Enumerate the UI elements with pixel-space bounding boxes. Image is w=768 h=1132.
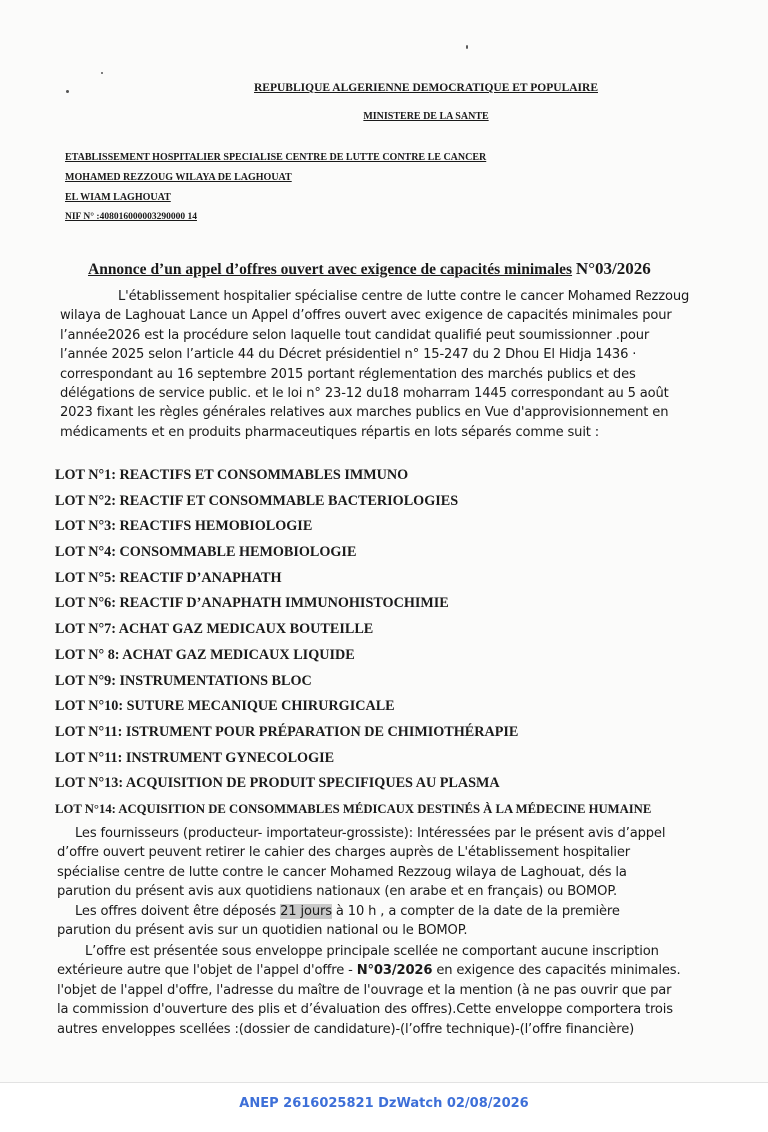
nif-number: NIF N° :408016000003290000 14 [65,212,197,222]
republic-header: REPUBLIQUE ALGERIENNE DEMOCRATIQUE ET POPULAIRE [254,82,598,94]
lots-list [55,463,755,823]
announcement-title-text: Annonce d’un appel d’offres ouvert avec exigence de capacités minimales [88,261,573,278]
envelope-text: extérieure autre que l'objet de l'appel d'offre - [57,963,357,979]
organization-line-3: EL WIAM LAGHOUAT [65,192,171,203]
offers-paragraph [57,902,737,941]
suppliers-paragraph [57,824,737,902]
envelope-line [57,961,737,980]
intro-line: L'établissement hospitalier spécialise centre de lutte contre le cancer Mohamed Rezzoug [118,289,690,304]
lot-item: LOT N°5: REACTIF D’ANAPHATH [55,569,282,586]
intro-line: médicaments et en produits pharmaceutiques répartis en lots séparés comme suit : [60,424,600,440]
lot-item: LOT N°10: SUTURE MECANIQUE CHIRURGICALE [55,698,395,715]
announcement-title [88,259,651,279]
envelope-paragraph [57,942,737,1039]
offers-text: à 10 h , a compter de la date de la première [331,904,620,919]
lot-item: LOT N°14: ACQUISITION DE CONSOMMABLES MÉDICAUX DESTINÉS À LA MÉDECINE HUMAINE [55,801,652,816]
intro-line: l’année 2025 selon l’article 44 du Décret présidentiel n° 15-247 du 2 Dhou El Hidja 1436 · [60,347,637,363]
scan-speck [101,72,103,74]
offers-text: Les offres doivent être déposés [75,904,281,919]
deadline-highlight: 21 jours [280,904,332,919]
intro-line: délégations de service public. et le loi n° 23-12 du18 moharram 1445 correspondant au 5 août [60,386,669,402]
announcement-number: N°03/2026 [575,259,651,278]
suppliers-line: parution du présent avis aux quotidiens nationaux (en arabe et en français) ou BOMOP. [57,884,618,900]
lot-item: LOT N°11: INSTRUMENT GYNECOLOGIE [55,749,335,766]
ministry-header: MINISTERE DE LA SANTE [363,111,489,122]
suppliers-line: spécialise centre de lutte contre le cancer Mohamed Rezzoug wilaya de Laghouat, dés la [57,864,627,880]
intro-line: l’année2026 est la procédure selon laquelle tout candidat qualifié peut soumissionner .pour [60,327,650,343]
offers-line [57,902,737,921]
publication-footer: ANEP 2616025821 DzWatch 02/08/2026 [239,1096,529,1111]
intro-paragraph [60,287,740,442]
lot-item: LOT N°11: ISTRUMENT POUR PRÉPARATION DE CHIMIOTHÉRAPIE [55,723,519,740]
lot-item: LOT N°3: REACTIFS HEMOBIOLOGIE [55,518,313,535]
lot-item: LOT N°7: ACHAT GAZ MEDICAUX BOUTEILLE [55,621,374,638]
suppliers-line: Les fournisseurs (producteur- importateur-grossiste): Intéressées par le présent avis d’appel [75,826,666,841]
lot-item: LOT N°6: REACTIF D’ANAPHATH IMMUNOHISTOCHIMIE [55,595,449,612]
suppliers-line: d’offre ouvert peuvent retirer le cahier des charges auprès de L'établissement hospitalier [57,845,631,861]
lot-item: LOT N°2: REACTIF ET CONSOMMABLE BACTERIOLOGIES [55,492,459,509]
organization-line-1: ETABLISSEMENT HOSPITALIER SPECIALISE CENTRE DE LUTTE CONTRE LE CANCER [65,152,487,163]
envelope-line: l'objet de l'appel d'offre, l'adresse du maître de l'ouvrage et la mention (à ne pas ouvrir que par [57,982,672,998]
intro-line: 2023 fixant les règles générales relatives aux marches publics en Vue d'approvisionnement en [60,405,669,421]
lot-item: LOT N°1: REACTIFS ET CONSOMMABLES IMMUNO [55,467,409,483]
offers-line: parution du présent avis sur un quotidien national ou le BOMOP. [57,923,468,939]
envelope-line: la commission d'ouverture des plis et d’évaluation des offres).Cette enveloppe comportera trois [57,1002,673,1018]
envelope-text: en exigence des capacités minimales. [432,963,681,979]
envelope-line: L’offre est présentée sous enveloppe principale scellée ne comportant aucune inscription [85,944,659,959]
intro-line: correspondant au 16 septembre 2015 portant réglementation des marchés publics et des [60,366,636,382]
lot-item: LOT N°13: ACQUISITION DE PRODUIT SPECIFIQUES AU PLASMA [55,775,500,792]
organization-line-2: MOHAMED REZZOUG WILAYA DE LAGHOUAT [65,172,292,183]
scan-speck [466,45,468,49]
envelope-line: autres enveloppes scellées :(dossier de candidature)-(l’offre technique)-(l’offre financière) [57,1021,635,1037]
intro-line: wilaya de Laghouat Lance un Appel d’offres ouvert avec exigence de capacités minimales pour [60,308,672,324]
lot-item: LOT N° 8: ACHAT GAZ MEDICAUX LIQUIDE [55,646,355,663]
lot-item: LOT N°9: INSTRUMENTATIONS BLOC [55,672,312,689]
lot-item: LOT N°4: CONSOMMABLE HEMOBIOLOGIE [55,544,357,561]
envelope-reference-number: N°03/2026 [356,963,433,979]
